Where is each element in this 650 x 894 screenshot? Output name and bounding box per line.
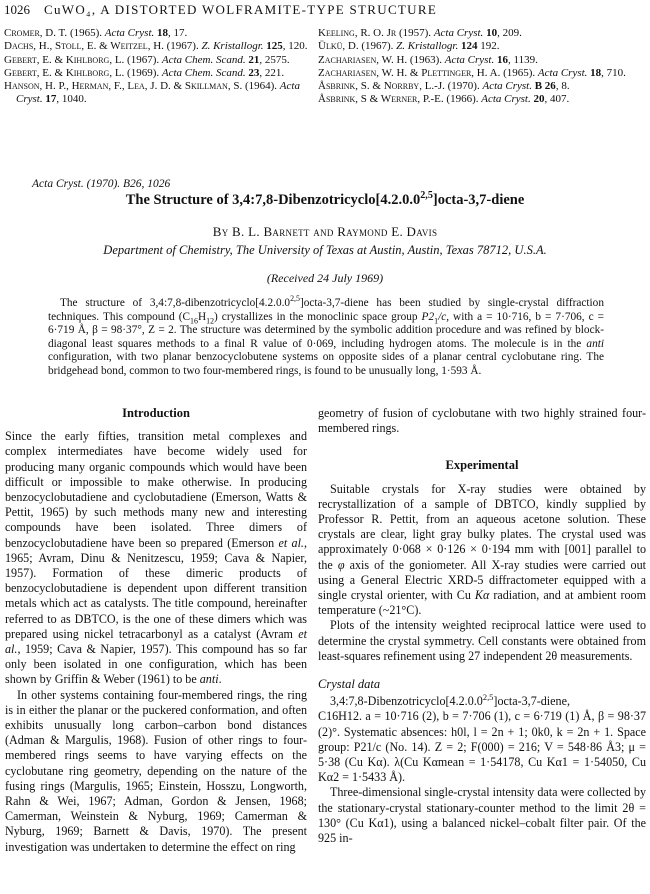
intro-paragraph-2: In other systems containing four-membered rings, the ring is in either the planar or the puckered conformation, and often exhibits unusually long carbon–carbon bond distances (Adman & Margulis, 1968). Fusion of other rings to four-membered rings seems to have varying effects on the cyclobutane ring geometry, depending on the nature of the fusing rings (Margulis, 1965; Einstein, Hosszu, Longworth, Rahn & Wei, 1967; Adman, Gordon & Jensen, 1968; Camerman, Weinstein & Nyburg, 1969; Camerman & Nyburg, 1969; Barnett & Davis, 1970). The present investigation was undertaken to determine the effect on ring: [5, 687, 307, 854]
reference-entry: Hanson, H. P., Herman, F., Lea, J. D. & Skillman, S. (1964). Acta Cryst. 17, 1040.: [4, 80, 300, 106]
reference-entry: Åsbrink, S. & Norrby, L.-J. (1970). Acta Cryst. B 26, 8.: [318, 80, 570, 93]
crystal-data-values: C16H12. a = 10·716 (2), b = 7·706 (1), c = 6·719 (1) Å, β = 98·37 (2)°. Systematic absences: h0l, l = 2n + 1; 0k0, k = 2n + 1. Space group: P21/c (No. 14). Z = 2; F(000) = 216; V = 548·86 Å3; μ = 5·38 (Cu Kα). λ(Cu Kαmean = 1·54178, Cu Kα1 = 1·54050, Cu Kα2 = 1·5433 Å).: [318, 709, 646, 785]
author-affiliation: Department of Chemistry, The University of Texas at Austin, Austin, Texas 78712, U.S.A.: [103, 243, 547, 257]
intro-paragraph-1: Since the early fifties, transition metal complexes and complex intermediates have become widely used for producing many organic compounds which would have been difficult or impossible to make otherwise. In producing benzocyclobutadiene and cyclobutadiene (Emerson, Watts & Pettit, 1965) by such methods many new and interesting compounds have been isolated. Three dimers of benzocyclobutadiene have been so prepared (Emerson et al., 1965; Avram, Dinu & Nenitzescu, 1959; Cava & Napier, 1957). Formation of these dimeric products of benzocyclobutadiene is dependent upon different transition metals which act as catalysts. The title compound, hereinafter referred to as DBTCO, is the one of these dimers which was prepared using nickel tetracarbonyl as a catalyst (Avram et al., 1959; Cava & Napier, 1957). This compound has so far only been isolated in one configuration, which has been shown by Griffin & Weber (1961) to be anti.: [5, 429, 307, 687]
article-citation: Acta Cryst. (1970). B26, 1026: [32, 178, 171, 190]
experimental-paragraph-1: Suitable crystals for X-ray studies were obtained by recrystallization of a sample of DBTCO, kindly supplied by Professor R. Pettit, from an aqueous acetone solution. These crystals are clear, light gray bulky plates. The crystal used was approximately 0·068 × 0·126 × 0·194 mm with [001] parallel to the φ axis of the goniometer. All X-ray studies were carried out using a General Electric XRD-5 diffractometer equipped with a single crystal orienter, with Cu Kα radiation, and at ambient room temperature (~21°C).: [318, 481, 646, 618]
running-header: [0, 0, 650, 20]
experimental-paragraph-3: Three-dimensional single-crystal intensity data were collected by the stationary-crystal stationary-counter method to the limit 2θ = 130° (Cu Kα1), using a balanced nickel–cobalt filter pair. Of the 925 in-: [318, 785, 646, 846]
abstract: The structure of 3,4:7,8-dibenzotricyclo[4.2.0.0$^{2,5}$]octa-3,7-diene has been studied by single-crystal diffraction techniques. This compound $(C_{16}H_{12})$ crystallizes in the monoclinic space group $P2_1/c$, with a = 10·716, b = 7·706, c = 6·719 Å, β = 98·37°, Z = 2. The structure was determined by the symbolic addition procedure and was refined by block-diagonal least squares methods to a final R value of 0·069, including hydrogen atoms. The molecule is in the anti configuration, with two planar benzocyclobutene systems on opposite sides of a planar central cyclobutane ring. The bridgehead bond, common to two four-membered rings, is found to be unusually long, 1·593 Å.: [48, 294, 605, 377]
body-column-left: [5, 406, 307, 855]
reference-entry: Zachariasen, W. H. (1963). Acta Cryst. 16, 1139.: [318, 53, 538, 66]
reference-entry: Gebert, E. & Kihlborg, L. (1969). Acta Chem. Scand. 23, 221.: [4, 66, 285, 79]
reference-list-right: [318, 27, 646, 107]
reference-entry: Cromer, D. T. (1965). Acta Cryst. 18, 17.: [4, 27, 188, 39]
crystal-data-compound: 3,4:7,8-Dibenzotricyclo[4.2.0.0$^{2,5}$]octa-3,7-diene,: [330, 692, 570, 709]
experimental-paragraph-2: Plots of the intensity weighted reciprocal lattice were used to determine the crystal symmetry. Cell constants were obtained from least-squares refinement using 27 independent 2θ measurements.: [318, 618, 646, 663]
article-authors: By B. L. Barnett and Raymond E. Davis: [212, 224, 438, 239]
reference-entry: Ülkü, D. (1967). Z. Kristallogr. 124 192.: [318, 40, 500, 53]
body-column-right: [318, 406, 646, 846]
running-title: CuWO₄, A DISTORTED WOLFRAMITE-TYPE STRUCTURE: [44, 2, 438, 17]
article-title: The Structure of 3,4:7,8-Dibenzotricyclo[4.2.0.0$^{2,5}$]octa-3,7-diene: [125, 190, 525, 208]
reference-list-left: [4, 27, 309, 107]
received-date: (Received 24 July 1969): [266, 271, 384, 285]
reference-entry: Dachs, H., Stoll, E. & Weitzel, H. (1967). Z. Kristallogr. 125, 120.: [4, 40, 308, 53]
intro-paragraph-2-continued: geometry of fusion of cyclobutane with two highly strained four-membered rings.: [318, 406, 646, 436]
reference-entry: Zachariasen, W. H. & Plettinger, H. A. (1965). Acta Cryst. 18, 710.: [318, 66, 626, 79]
introduction-heading: Introduction: [122, 406, 190, 420]
reference-entry: Åsbrink, S & Werner, P.-E. (1966). Acta Cryst. 20, 407.: [318, 93, 570, 106]
page-number: 1026: [4, 2, 30, 17]
crystal-data-heading: Crystal data: [318, 677, 381, 692]
experimental-heading: Experimental: [445, 458, 519, 473]
reference-entry: Gebert, E. & Kihlborg, L. (1967). Acta Chem. Scand. 21, 2575.: [4, 53, 290, 66]
reference-entry: Keeling, R. O. Jr (1957). Acta Cryst. 10, 209.: [318, 27, 522, 39]
